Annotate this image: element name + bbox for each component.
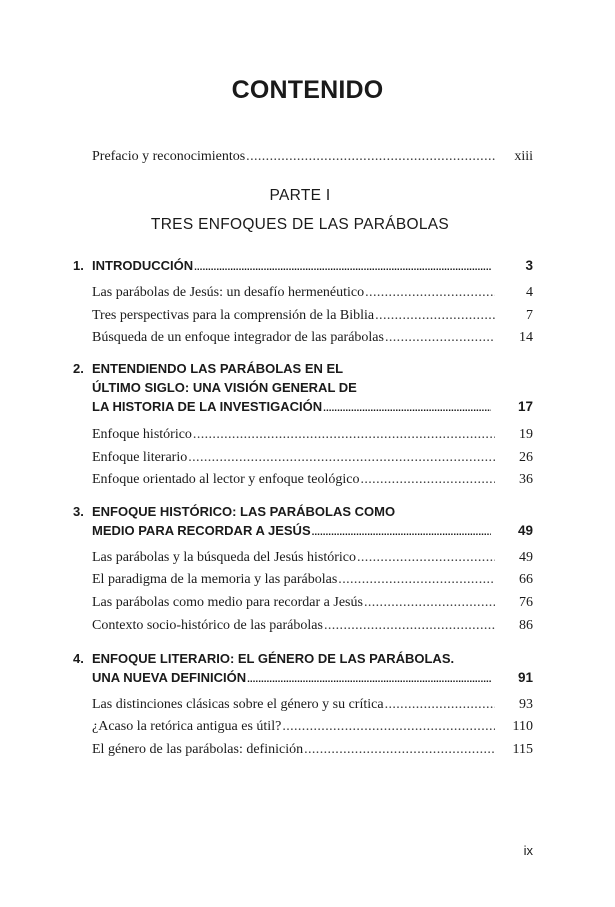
dot-leader (360, 471, 495, 489)
toc-entry-page: 14 (519, 330, 533, 345)
toc-entry-page: 86 (519, 618, 533, 633)
dot-leader (375, 307, 495, 325)
toc-entry-text: El género de las parábolas: definición (92, 742, 304, 757)
toc-entry-page: 93 (519, 697, 533, 712)
chapter-heading-4[interactable] (73, 649, 533, 689)
chapter-page: 91 (517, 670, 533, 685)
toc-entry[interactable] (92, 741, 533, 759)
toc-entry-preface[interactable] (92, 148, 533, 166)
dot-leader (323, 399, 491, 418)
dot-leader (194, 258, 491, 277)
chapter-title-line: INTRODUCCIÓN (92, 258, 194, 273)
toc-entry-text: Enfoque literario (92, 450, 188, 465)
dot-leader (247, 670, 491, 689)
toc-entry-text: Las distinciones clásicas sobre el género y su crítica (92, 697, 384, 712)
toc-entry-text: Búsqueda de un enfoque integrador de las parábolas (92, 330, 384, 345)
toc-entry-text: Las parábolas como medio para recordar a Jesús (92, 595, 363, 610)
dot-leader (193, 426, 495, 444)
toc-entry-text: El paradigma de la memoria y las parábolas (92, 572, 338, 587)
toc-entry-text: Prefacio y reconocimientos (92, 149, 246, 164)
toc-entry[interactable] (92, 307, 533, 325)
chapter-heading-3[interactable] (73, 502, 533, 542)
toc-entry-page: 36 (519, 472, 533, 487)
toc-entry[interactable] (92, 696, 533, 714)
chapter-title-line: LA HISTORIA DE LA INVESTIGACIÓN (92, 399, 323, 414)
part-label: PARTE I (269, 187, 331, 204)
chapter-number: 4. (73, 651, 84, 666)
toc-entry-page: 49 (519, 550, 533, 565)
toc-entry[interactable] (92, 471, 533, 489)
dot-leader (385, 696, 495, 714)
dot-leader (365, 284, 495, 302)
toc-entry[interactable] (92, 594, 533, 612)
dot-leader (364, 594, 495, 612)
toc-entry-page: 66 (519, 572, 533, 587)
dot-leader (282, 718, 495, 736)
toc-entry-page: 115 (512, 742, 533, 757)
dot-leader (246, 148, 495, 166)
toc-entry[interactable] (92, 329, 533, 347)
toc-entry-text: Las parábolas y la búsqueda del Jesús histórico (92, 550, 356, 565)
toc-entry-page: 4 (526, 285, 533, 300)
page-title: CONTENIDO (231, 76, 384, 104)
toc-entry-page: 7 (526, 308, 533, 323)
toc-entry[interactable] (92, 718, 533, 736)
toc-entry-text: Contexto socio-histórico de las parábolas (92, 618, 323, 633)
toc-entry-text: Las parábolas de Jesús: un desafío hermenéutico (92, 285, 365, 300)
chapter-title-line: UNA NUEVA DEFINICIÓN (92, 670, 247, 685)
chapter-heading-1[interactable] (73, 256, 533, 277)
toc-entry[interactable] (92, 549, 533, 567)
toc-entry-text: ¿Acaso la retórica antigua es útil? (92, 719, 282, 734)
chapter-title-line: MEDIO PARA RECORDAR A JESÚS (92, 523, 311, 538)
toc-entry-page: 110 (512, 719, 533, 734)
chapter-title-line: ENFOQUE HISTÓRICO: LAS PARÁBOLAS COMO (92, 504, 396, 519)
chapter-title-line: ENTENDIENDO LAS PARÁBOLAS EN EL (92, 361, 344, 376)
dot-leader (188, 449, 495, 467)
chapter-page: 49 (517, 523, 533, 538)
dot-leader (304, 741, 495, 759)
toc-entry[interactable] (92, 449, 533, 467)
toc-entry-page: xiii (514, 149, 533, 164)
toc-entry[interactable] (92, 617, 533, 635)
chapter-number: 1. (73, 258, 84, 273)
toc-entry-text: Tres perspectivas para la comprensión de la Biblia (92, 308, 375, 323)
dot-leader (324, 617, 495, 635)
chapter-page: 17 (517, 399, 533, 414)
dot-leader (385, 329, 495, 347)
page-number: ix (523, 843, 533, 858)
toc-entry-text: Enfoque histórico (92, 427, 192, 442)
toc-entry-page: 26 (519, 450, 533, 465)
chapter-heading-2[interactable] (73, 359, 533, 418)
chapter-number: 3. (73, 504, 84, 519)
toc-entry-text: Enfoque orientado al lector y enfoque teológico (92, 472, 360, 487)
toc-entry-page: 76 (519, 595, 533, 610)
dot-leader (312, 523, 491, 542)
part-subtitle: TRES ENFOQUES DE LAS PARÁBOLAS (150, 216, 450, 233)
chapter-page: 3 (525, 258, 533, 273)
chapter-title-line: ÚLTIMO SIGLO: UNA VISIÓN GENERAL DE (92, 380, 357, 395)
toc-entry[interactable] (92, 426, 533, 444)
toc-entry[interactable] (92, 284, 533, 302)
toc-entry[interactable] (92, 571, 533, 589)
chapter-title-line: ENFOQUE LITERARIO: EL GÉNERO DE LAS PARÁBOLAS. (92, 651, 455, 666)
chapter-number: 2. (73, 361, 84, 376)
dot-leader (338, 571, 495, 589)
dot-leader (357, 549, 495, 567)
toc-entry-page: 19 (519, 427, 533, 442)
